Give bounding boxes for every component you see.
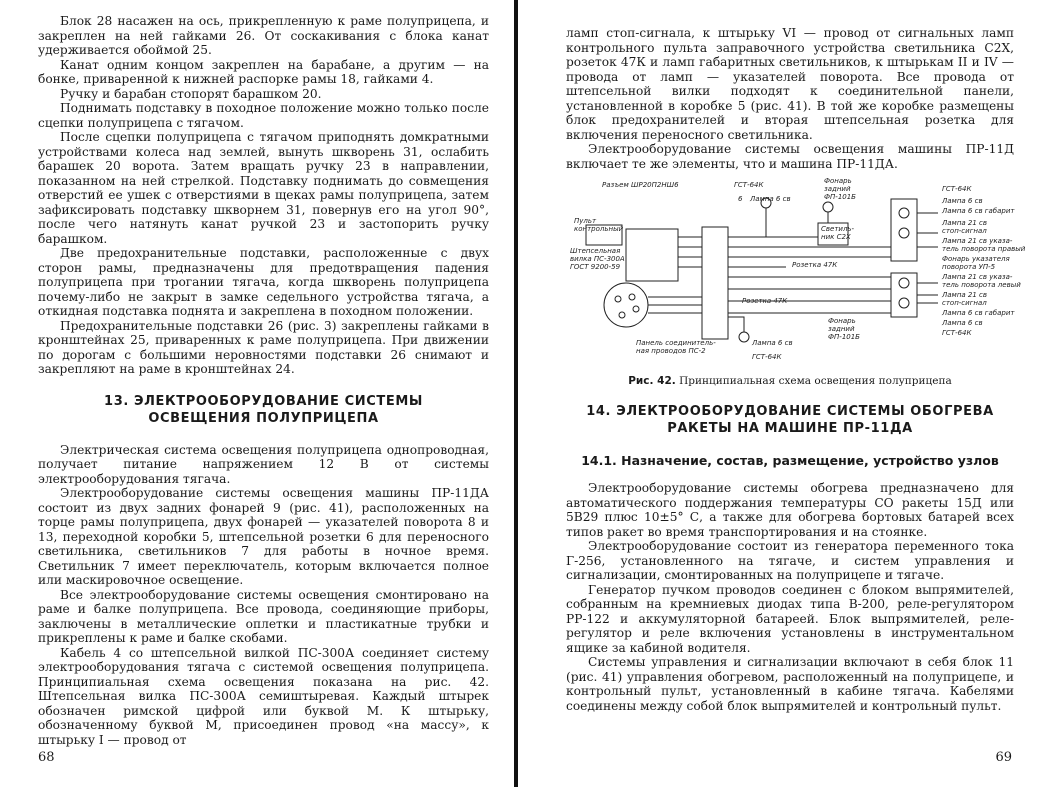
diagram-label: ГСТ-64К xyxy=(942,329,972,337)
paragraph: Две предохранительные подставки, расположенные с двух сторон рамы, предназначены для предотвращения падения полуприцепа при трогании тягача, когда шкворень полуприцепа почему-либо не закрыт в замке седельного устройства тягача, а откидная подставка поднята и закреплена в походном положении. xyxy=(38,246,489,318)
paragraph: ламп стоп-сигнала, к штырьку VI — провод от сигнальных ламп контрольного пульта заправочного устройства светильника С2Х, розеток 47К и ламп габаритных светильников, к штырькам II и IV — провода от ламп — указателей поворота. Все провода от штепсельной вилки подходят к соединительной панели, установленной в коробке 5 (рис. 41). В той же коробке размещены блок предохранителей и вторая штепсельная розетка для включения переносного светильника. xyxy=(566,26,1014,142)
diagram-label: Разъем ШР20П2НШ6 xyxy=(602,181,679,189)
paragraph: Электрическая система освещения полуприцепа однопроводная, получает питание напряжением 12 В от системы электрооборудования тягача. xyxy=(38,442,489,486)
paragraph: Все электрооборудование системы освещения смонтировано на раме и балке полуприцепа. Все провода, соединяющие приборы, заключены в металлические оплетки и пластикатные трубки и прикреплены к раме и балке скобами. xyxy=(38,587,489,645)
paragraph: Предохранительные подставки 26 (рис. 3) закреплены гайками в кронштейнах 25, приваренных к раме полуприцепа. При движении по дорогам с большими неровностями подставки 26 снимают и закрепляют на раме в кронштейнах 24. xyxy=(38,318,489,376)
diagram-label: Лампа 6 св габарит xyxy=(942,309,1015,317)
plug-pin xyxy=(619,312,625,318)
plug-symbol xyxy=(604,283,648,327)
paragraph: Канат одним концом закреплен на барабане, а другим — на бонке, приваренной к нижней распорке рамы 18, гайками 4. xyxy=(38,57,489,86)
paragraph: Генератор пучком проводов соединен с блоком выпрямителей, собранным на кремниевых диодах типа В-200, реле-регулятором РР-122 и аккумуляторной батареей. Блок выпрямителей, реле-регулятор и реле включения установлены в инструментальном ящике за кабиной водителя. xyxy=(566,582,1014,655)
wire-bundle xyxy=(678,237,702,267)
right-page xyxy=(522,0,1042,787)
lamp-symbol xyxy=(899,228,909,238)
paragraph: После сцепки полуприцепа с тягачом приподнять домкратными устройствами колеса над землей, вынуть шкворень 31, ослабить барашек 20 ворота. Затем вращать ручку 23 в направлении, показанном на ней стрелкой. Подставку поднимать до совмещения отверстий ее ушек с отверстиями в щеках рамы полуприцепа, затем зафиксировать подставку шкворнем 31, повернув его на угол 90°, после чего натянуть канат ручкой 23 и застопорить ручку барашком. xyxy=(38,130,489,246)
diagram-label: Лампа 21 св указа- тель поворота правый xyxy=(942,237,1026,253)
wire-branch xyxy=(917,213,938,303)
page-number: 69 xyxy=(995,750,1012,765)
diagram-label: Фонарь указателя поворота УП-5 xyxy=(942,255,1010,271)
connector-block xyxy=(626,229,678,281)
diagram-label: Штепсельная вилка ПС-300А ГОСТ 9200-59 xyxy=(570,247,625,271)
diagram-label: Лампа 21 св стоп-сигнал xyxy=(942,291,988,307)
paragraph: Ручку и барабан стопорят барашком 20. xyxy=(60,86,322,101)
rear-light-bottom-box xyxy=(891,273,917,317)
paragraph: Электрооборудование системы освещения машины ПР-11Д включает те же элементы, что и машина ПР-11ДА. xyxy=(566,142,1014,171)
figure-number: Рис. 42. xyxy=(628,375,676,387)
lamp-symbol xyxy=(823,202,833,212)
figure-caption-text: Принципиальная схема освещения полуприцепа xyxy=(679,375,952,387)
diagram-label: Панель соединитель- ная проводов ПС-2 xyxy=(636,339,716,355)
paragraph: Электрооборудование системы обогрева предназначено для автоматического поддержания температуры СО ракеты 15Д или 5В29 плюс 10±5° С, а также для обогрева бортовых батарей всех типов ракет во время транспортирования и на стоянке. xyxy=(566,481,1014,539)
diagram-label: Пульт контрольный xyxy=(574,217,624,233)
section-heading xyxy=(38,393,489,427)
diagram-label: 6 xyxy=(738,195,743,203)
connection-panel xyxy=(702,227,728,339)
figure-caption xyxy=(566,375,1014,387)
lamp-symbol xyxy=(899,208,909,218)
book-gutter xyxy=(514,0,518,787)
paragraph: Кабель 4 со штепсельной вилкой ПС-300А соединяет систему электрооборудования тягача с системой освещения полуприцепа. Принципиальная схема освещения показана на рис. 42. Штепсельная вилка ПС-300А семиштыревая. Каждый штырек обозначен римской цифрой или буквой М. К штырьку, обозначенному буквой М, присоединен провод «на массу», к штырьку I — провод от xyxy=(38,645,489,747)
diagram-label: Розетка 47К xyxy=(792,261,838,269)
diagram-label: ГСТ-64К xyxy=(734,181,764,189)
lamp-symbol xyxy=(899,278,909,288)
diagram-label: Светиль- ник С2Х xyxy=(821,225,855,241)
section-heading-line: РАКЕТЫ НА МАШИНЕ ПР-11ДА xyxy=(667,421,913,436)
diagram-label: ГСТ-64К xyxy=(752,353,782,361)
diagram-label: Лампа 21 св указа- тель поворота левый xyxy=(942,273,1021,289)
section-heading-line: 13. ЭЛЕКТРООБОРУДОВАНИЕ СИСТЕМЫ xyxy=(104,393,423,409)
lamp-symbol xyxy=(739,332,749,342)
left-page xyxy=(0,0,515,787)
plug-pin xyxy=(615,296,621,302)
section-heading-line: ОСВЕЩЕНИЯ ПОЛУПРИЦЕПА xyxy=(148,410,379,426)
paragraph: Поднимать подставку в походное положение можно только после сцепки полуприцепа с тягачом. xyxy=(38,101,489,130)
diagram-label: Фонарь задний ФП-101Б xyxy=(824,177,856,201)
wiring-diagram xyxy=(566,177,1026,369)
plug-pin xyxy=(633,306,639,312)
diagram-label: Розетка 47К xyxy=(742,297,788,305)
diagram-label: Лампа 21 св стоп-сигнал xyxy=(942,219,988,235)
diagram-label: Лампа 6 св xyxy=(750,195,791,203)
section-heading xyxy=(566,403,1014,437)
diagram-label: ГСТ-64К xyxy=(942,185,972,193)
paragraph: Электрооборудование состоит из генератора переменного тока Г-256, установленного на тягаче, и систем управления и сигнализации, смонтированных на полуприцепе и тягаче. xyxy=(566,539,1014,582)
plug-pin xyxy=(629,294,635,300)
page-number: 68 xyxy=(38,750,55,765)
lamp-symbol xyxy=(899,298,909,308)
diagram-label: Лампа 6 св xyxy=(752,339,793,347)
paragraph: Блок 28 насажен на ось, прикрепленную к раме полуприцепа, и закреплен на ней гайками 26. От соскакивания с блока канат удерживается обоймой 25. xyxy=(38,14,489,57)
wire-bundle xyxy=(648,297,702,313)
diagram-label: Лампа 6 св габарит xyxy=(942,207,1015,215)
diagram-label: Фонарь задний ФП-101Б xyxy=(828,317,860,341)
diagram-label: Лампа 6 св xyxy=(942,197,983,205)
paragraph: Электрооборудование системы освещения машины ПР-11ДА состоит из двух задних фонарей 9 (рис. 41), расположенных на торце рамы полуприцепа, двух фонарей — указателей поворота 8 и 13, переходной коробки 5, штепсельной розетки 6 для переносного светильника, светильников 7 для работы в ночное время. Светильник 7 имеет переключатель, которым включается полное или маскировочное освещение. xyxy=(38,486,489,587)
subsection-heading: 14.1. Назначение, состав, размещение, устройство узлов xyxy=(581,453,999,468)
section-heading-line: 14. ЭЛЕКТРООБОРУДОВАНИЕ СИСТЕМЫ ОБОГРЕВА xyxy=(586,404,994,419)
diagram-label: Лампа 6 св xyxy=(942,319,983,327)
paragraph: Системы управления и сигнализации включают в себя блок 11 (рис. 41) управления обогревом, расположенный на полуприцепе, и контрольный пульт, установленный в кабине тягача. Кабелями соединены между собой блок выпрямителей и контрольный пульт. xyxy=(566,655,1014,713)
